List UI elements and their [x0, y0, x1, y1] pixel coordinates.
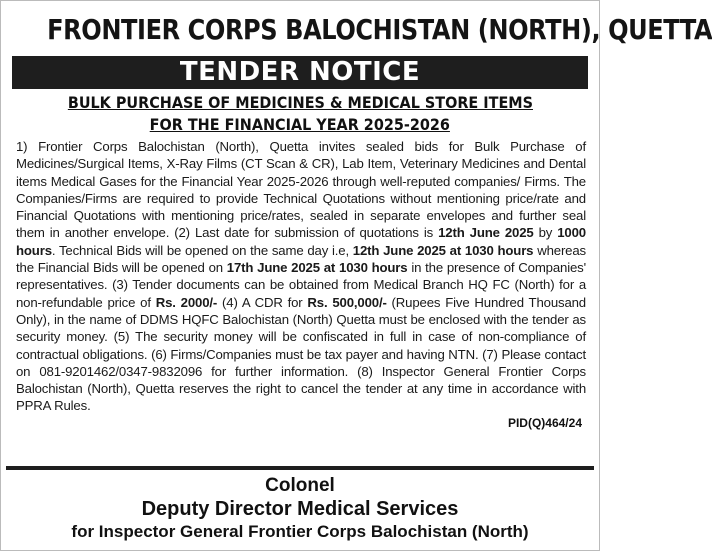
signatory-designation: Deputy Director Medical Services [141, 498, 459, 520]
signatory-rank: Colonel [265, 475, 335, 496]
tender-notice-banner: TENDER NOTICE [12, 56, 588, 89]
body-segment: 1) Frontier Corps Balochistan (North), Quetta invites sealed bids for Bulk Purchase of Medicines/Surgical Items, X-Ray Films (CT Scan & CR), Lab Item, Veterinary Medicines and Dental items Medical Gases for the Financial Year 2025-2026 through well-reputed companies/ Firms. The Companies/Firms are required to provide Technical Quotations without mentioning price/rate and Financial Quotations with mentioning price/rates, sealed in separate envelopes and further seal them in another envelope. (2) Last date for submission of quotations is [16, 139, 586, 241]
body-segment: . Technical Bids will be opened on the same day i.e, [51, 242, 353, 258]
body-segment: (4) A CDR for [217, 294, 308, 310]
submission-time: 1000 hours [16, 225, 586, 258]
publication-reference: PID(Q)464/24 [507, 415, 582, 430]
technical-bid-opening: 12th June 2025 at 1030 hours [352, 242, 534, 258]
signature-divider [6, 466, 594, 547]
organization-title: FRONTIER CORPS BALOCHISTAN (NORTH), QUETTA [47, 13, 712, 46]
subject-line-1: BULK PURCHASE OF MEDICINES & MEDICAL STORE ITEMS [67, 93, 533, 112]
signatory-on-behalf: for Inspector General Frontier Corps Balochistan (North) [71, 522, 529, 541]
body-segment: whereas the Financial Bids will be opened on [16, 242, 586, 276]
signature-block [0, 466, 600, 551]
cdr-amount: Rs. 500,000/- [307, 294, 387, 310]
body-segment: by [533, 225, 558, 241]
body-segment: in the presence of Companies' representatives. (3) Tender documents can be obtained from Medical Branch HQ FC (North) for a non-refundable price of [16, 260, 586, 310]
subject-line-2: FOR THE FINANCIAL YEAR 2025-2026 [149, 115, 451, 134]
submission-date: 12th June 2025 [438, 225, 534, 241]
document-price: Rs. 2000/- [155, 294, 218, 310]
body-segment: (Rupees Five Hundred Thousand Only), in the name of DDMS HQFC Balochistan (North) Quetta must be enclosed with the tender as security money. (5) The security money will be confiscated in full in case of non-compliance of contractual obligations. (6) Firms/Companies must be tax payer and having NTN. (7) Please contact on 081-9201462/0347-9832096 for further information. (8) Inspector General Frontier Corps Balochistan (North), Quetta reserves the right to cancel the tender at any time in accordance with PPRA Rules. [16, 294, 586, 414]
tender-subject [6, 92, 594, 136]
tender-body-text [16, 138, 586, 415]
financial-bid-opening: 17th June 2025 at 1030 hours [226, 260, 408, 276]
